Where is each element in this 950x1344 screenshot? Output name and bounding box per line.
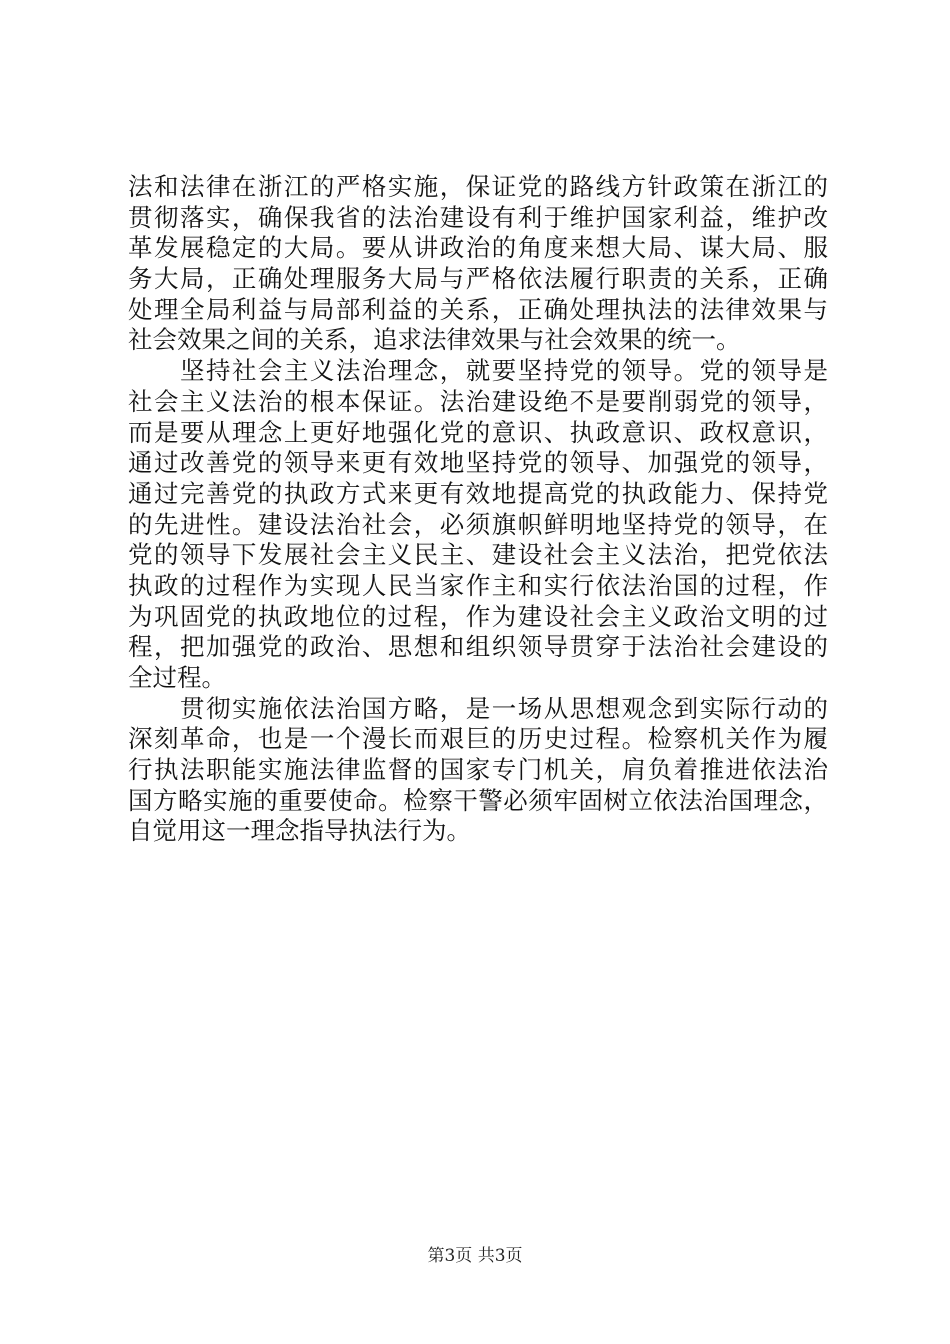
text-line: 务大局，正确处理服务大局与严格依法履行职责的关系，正确 (128, 264, 828, 294)
text-line: 党的领导下发展社会主义民主、建设社会主义法治，把党依法 (128, 540, 828, 570)
text-line: 的先进性。建设法治社会，必须旗帜鲜明地坚持党的领导，在 (128, 509, 828, 539)
text-line: 行执法职能实施法律监督的国家专门机关，肩负着推进依法治 (128, 755, 828, 785)
text-line: 通过改善党的领导来更有效地坚持党的领导、加强党的领导， (128, 448, 828, 478)
text-line: 执政的过程作为实现人民当家作主和实行依法治国的过程，作 (128, 570, 828, 600)
text-line: 社会效果之间的关系，追求法律效果与社会效果的统一。 (128, 325, 741, 355)
text-line: 处理全局利益与局部利益的关系，正确处理执法的法律效果与 (128, 294, 828, 324)
text-line: 革发展稳定的大局。要从讲政治的角度来想大局、谋大局、服 (128, 233, 828, 263)
text-line: 全过程。 (128, 663, 226, 692)
page-number-footer: 第3页 共3页 (427, 1246, 523, 1266)
text-line: 贯彻实施依法治国方略，是一场从思想观念到实际行动的 (180, 693, 828, 723)
text-line: 贯彻落实，确保我省的法治建设有利于维护国家利益，维护改 (128, 202, 828, 232)
text-line: 社会主义法治的根本保证。法治建设绝不是要削弱党的领导， (128, 386, 828, 416)
body-text (128, 172, 828, 847)
text-line: 国方略实施的重要使命。检察干警必须牢固树立依法治国理念， (128, 785, 828, 815)
paragraph (128, 694, 828, 847)
text-line: 自觉用这一理念指导执法行为。 (128, 816, 471, 846)
text-line: 深刻革命，也是一个漫长而艰巨的历史过程。检察机关作为履 (128, 724, 828, 754)
text-line: 程，把加强党的政治、思想和组织领导贯穿于法治社会建设的 (128, 632, 828, 662)
paragraph (128, 172, 828, 356)
text-line: 法和法律在浙江的严格实施，保证党的路线方针政策在浙江的 (128, 172, 828, 201)
text-line: 为巩固党的执政地位的过程，作为建设社会主义政治文明的过 (128, 601, 828, 631)
text-line: 通过完善党的执政方式来更有效地提高党的执政能力、保持党 (128, 478, 828, 508)
text-line: 坚持社会主义法治理念，就要坚持党的领导。党的领导是 (180, 356, 828, 386)
paragraph (128, 356, 828, 694)
text-line: 而是要从理念上更好地强化党的意识、执政意识、政权意识， (128, 417, 828, 447)
